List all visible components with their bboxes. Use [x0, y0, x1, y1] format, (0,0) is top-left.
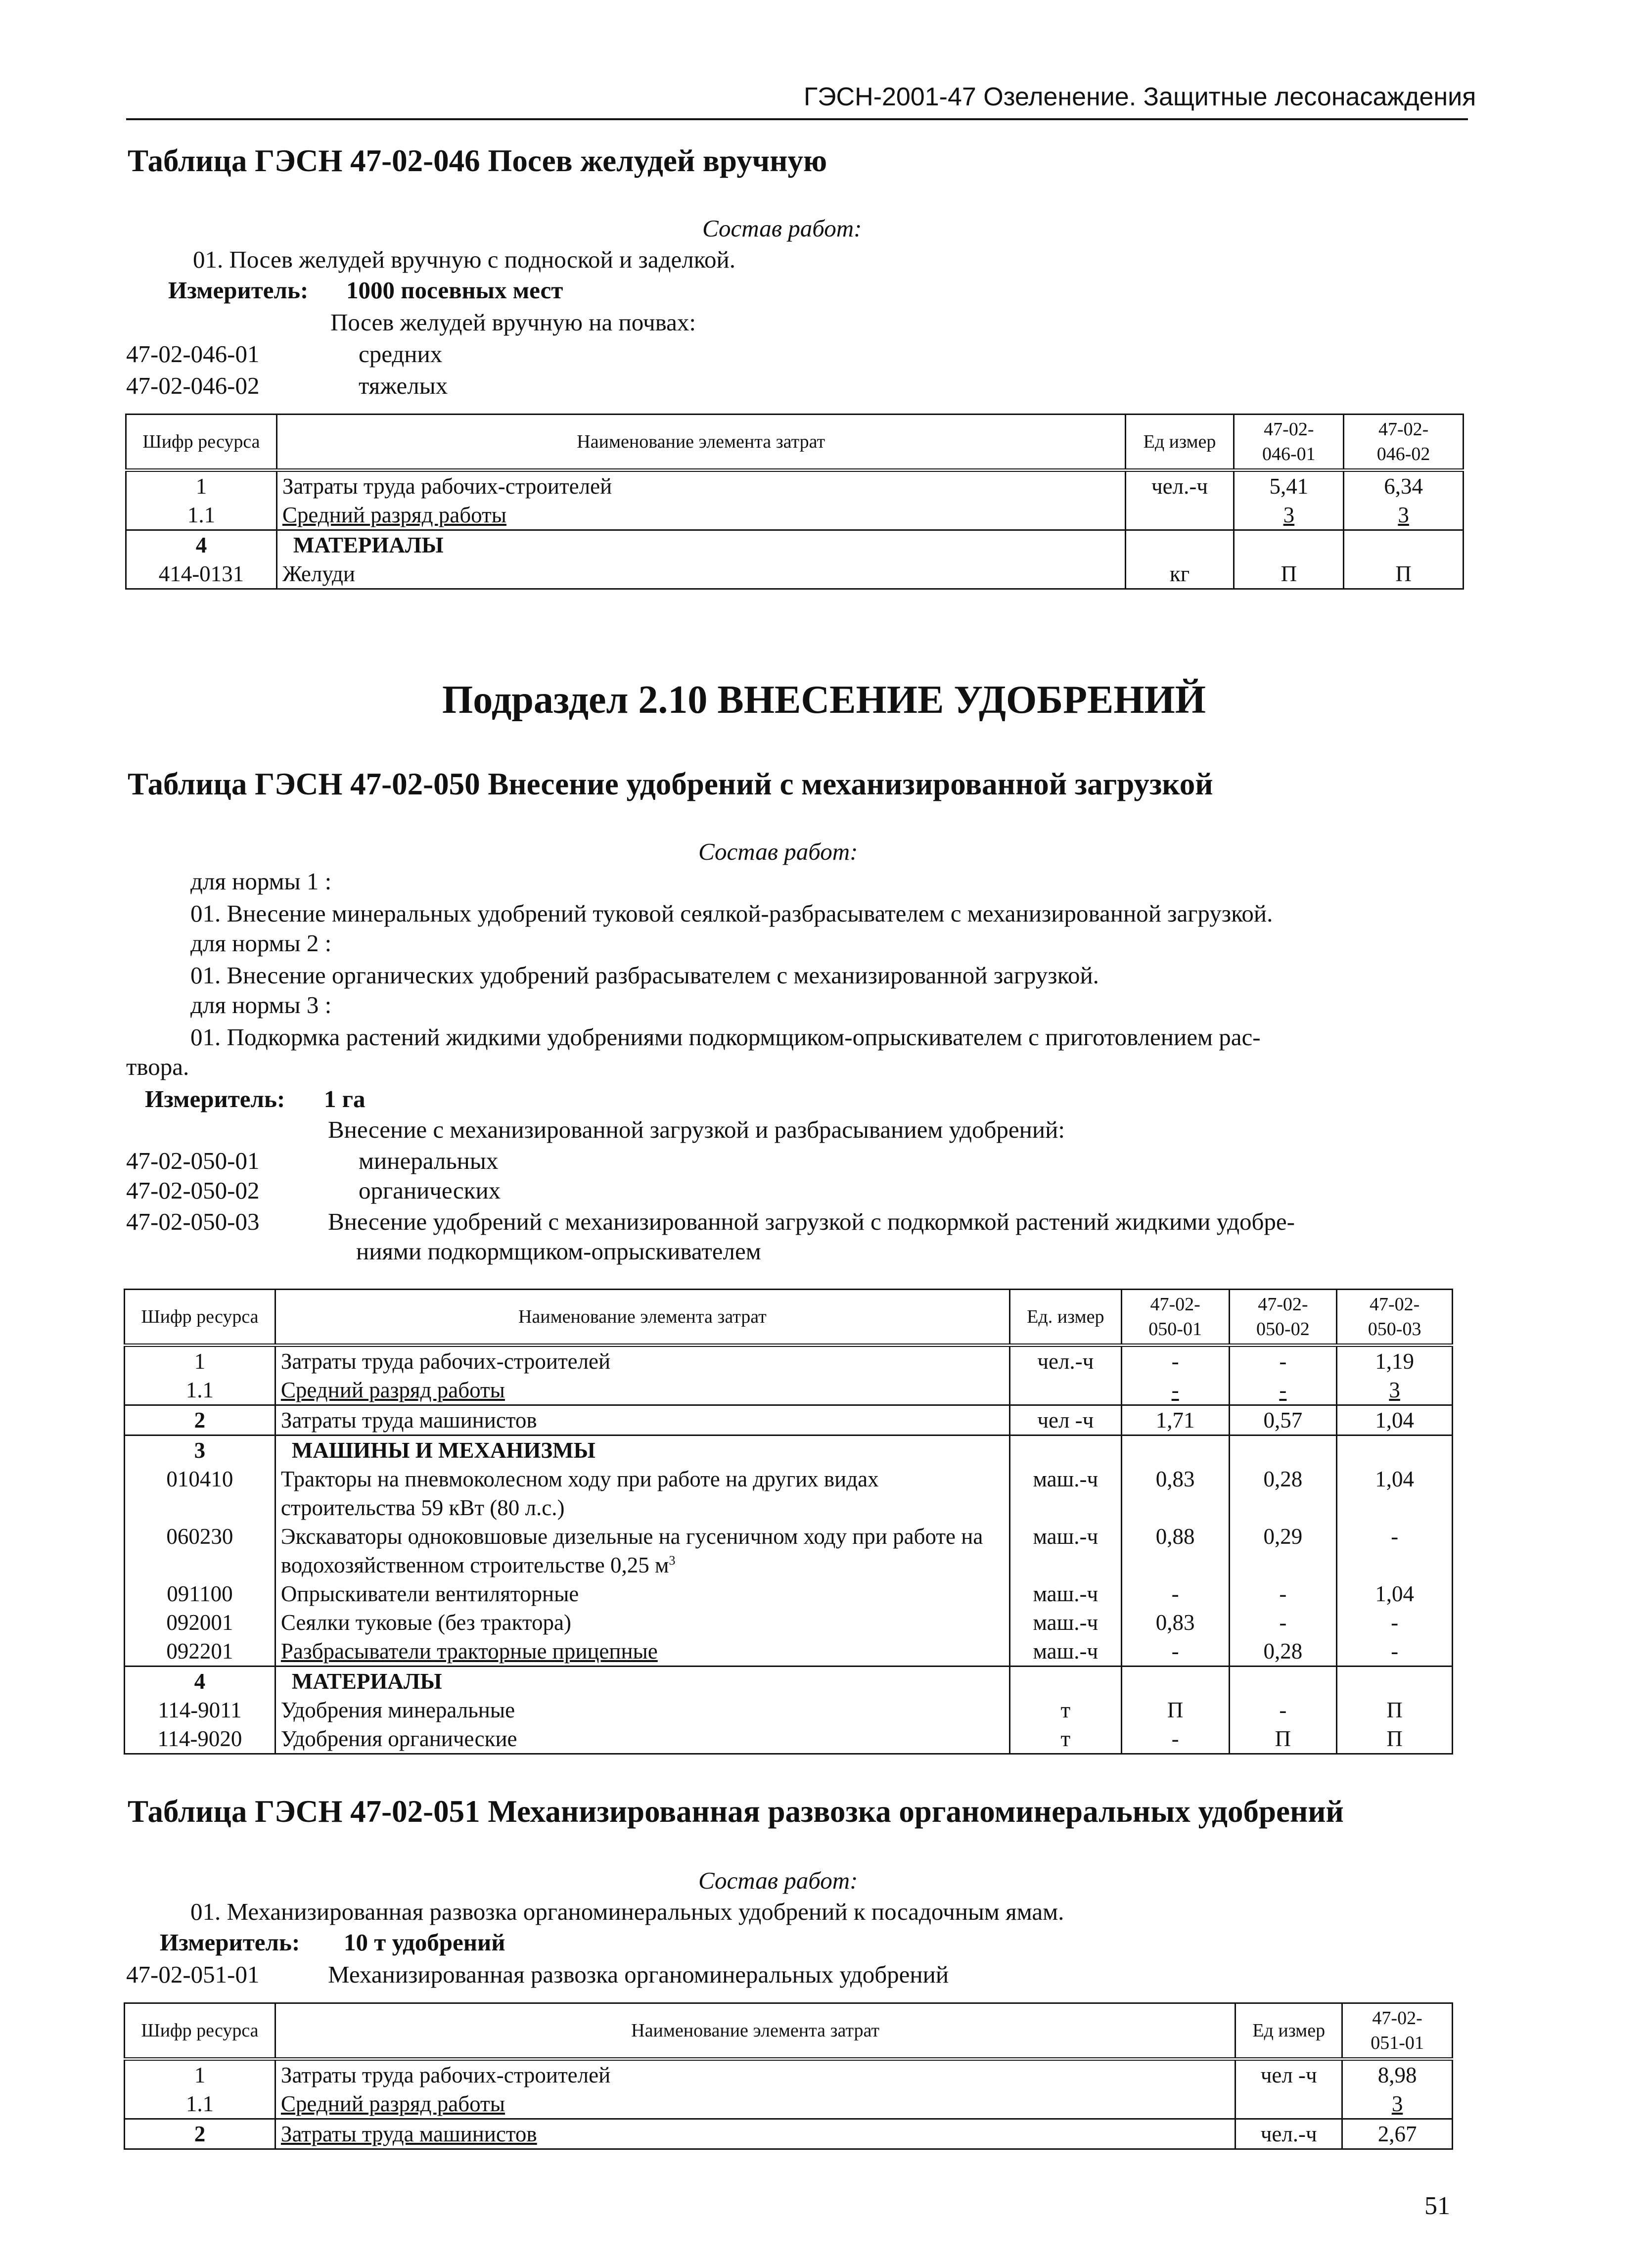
cell-code: 1.1 — [126, 501, 277, 530]
col-header: Ед. измер — [1009, 1290, 1121, 1345]
cell-unit — [1009, 1435, 1121, 1465]
cell-value — [1229, 1666, 1337, 1696]
cell-code: 010410 — [125, 1465, 275, 1522]
cell-code: 1.1 — [125, 1376, 275, 1405]
cell-value: - — [1121, 1637, 1229, 1666]
cell-code: 2 — [125, 2119, 275, 2149]
cell-unit: чел.-ч — [1009, 1345, 1121, 1376]
table-row — [125, 2059, 1453, 2090]
t050-norm-text: Внесение удобрений с механизированной загрузкой с подкормкой растений жидкими удобре- — [328, 1208, 1295, 1235]
cell-value: - — [1121, 1345, 1229, 1376]
cell-value: - — [1229, 1345, 1337, 1376]
cell-unit — [1125, 501, 1234, 530]
subsection-title: Подраздел 2.10 ВНЕСЕНИЕ УДОБРЕНИЙ — [442, 678, 1206, 722]
t050-norm-text: минеральных — [359, 1147, 499, 1174]
t046-norm-text: средних — [359, 340, 443, 368]
cell-value — [1234, 530, 1344, 560]
cell-value: - — [1337, 1608, 1453, 1637]
table-050 — [124, 1289, 1453, 1755]
t050-norm-code: 47-02-050-02 — [126, 1177, 260, 1204]
cell-value: - — [1229, 1579, 1337, 1608]
page-number: 51 — [1424, 2192, 1450, 2220]
cell-code: 060230 — [125, 1522, 275, 1579]
table-046-title: Таблица ГЭСН 47-02-046 Посев желудей вручную — [128, 143, 827, 178]
cell-code: 1 — [125, 2059, 275, 2090]
t046-sostav-label: Состав работ: — [702, 215, 862, 242]
table-row — [125, 1637, 1453, 1666]
cell-value — [1344, 530, 1464, 560]
cell-code: 114-9020 — [125, 1724, 275, 1754]
cell-value: П — [1121, 1696, 1229, 1724]
cell-value: - — [1229, 1608, 1337, 1637]
cell-value: П — [1337, 1696, 1453, 1724]
cell-value: - — [1121, 1579, 1229, 1608]
table-row — [125, 1608, 1453, 1637]
cell-code: 2 — [125, 1405, 275, 1435]
table-row — [126, 470, 1464, 501]
t051-izm-label: Измеритель: — [160, 1929, 300, 1956]
cell-value: - — [1229, 1376, 1337, 1405]
table-051 — [124, 2002, 1453, 2150]
col-header: Наименование элемента затрат — [275, 2003, 1235, 2059]
col-header: Шифр ресурса — [126, 415, 277, 470]
col-header: Ед измер — [1236, 2003, 1342, 2059]
t051-izm-value: 10 т удобрений — [344, 1929, 505, 1956]
cell-code: 3 — [125, 1435, 275, 1465]
cell-value — [1121, 1666, 1229, 1696]
cell-name: Затраты труда машинистов — [275, 2119, 1235, 2149]
cell-code: 114-9011 — [125, 1696, 275, 1724]
cell-value: 1,04 — [1337, 1465, 1453, 1522]
cell-name: Сеялки туковые (без трактора) — [275, 1608, 1009, 1637]
table-046 — [125, 414, 1464, 590]
cell-value: 8,98 — [1342, 2059, 1453, 2090]
cell-unit: маш.-ч — [1009, 1637, 1121, 1666]
t050-line: для нормы 1 : — [190, 868, 332, 895]
cell-unit — [1009, 1666, 1121, 1696]
t050-norm-code: 47-02-050-03 — [126, 1208, 260, 1235]
col-header: Ед измер — [1125, 415, 1234, 470]
cell-value — [1229, 1435, 1337, 1465]
t046-work: 01. Посев желудей вручную с подноской и заделкой. — [193, 246, 735, 273]
col-header: Наименование элемента затрат — [275, 1290, 1009, 1345]
cell-unit — [1009, 1376, 1121, 1405]
t046-izm-value: 1000 посевных мест — [346, 277, 563, 304]
cell-name: Затраты труда машинистов — [275, 1405, 1009, 1435]
table-row — [126, 501, 1464, 530]
cell-code: 092001 — [125, 1608, 275, 1637]
cell-value: 3 — [1337, 1376, 1453, 1405]
t050-izm-value: 1 га — [324, 1085, 366, 1112]
cell-name: МАШИНЫ И МЕХАНИЗМЫ — [275, 1435, 1009, 1465]
cell-name: Удобрения минеральные — [275, 1696, 1009, 1724]
cell-value: - — [1121, 1376, 1229, 1405]
t046-izm-label: Измеритель: — [168, 277, 309, 304]
cell-unit: чел.-ч — [1236, 2119, 1342, 2149]
cell-value: 0,88 — [1121, 1522, 1229, 1579]
cell-value: 0,83 — [1121, 1465, 1229, 1522]
cell-value — [1337, 1666, 1453, 1696]
table-row — [126, 530, 1464, 560]
running-header: ГЭСН-2001-47 Озеленение. Защитные лесонасаждения — [804, 83, 1476, 111]
cell-code: 1 — [126, 470, 277, 501]
table-row — [125, 1666, 1453, 1696]
cell-value: 6,34 — [1344, 470, 1464, 501]
cell-unit — [1236, 2089, 1342, 2119]
cell-unit — [1125, 530, 1234, 560]
t046-norm-code: 47-02-046-01 — [126, 340, 260, 368]
cell-code: 1 — [125, 1345, 275, 1376]
cell-value: 0,57 — [1229, 1405, 1337, 1435]
cell-code: 091100 — [125, 1579, 275, 1608]
cell-code: 414-0131 — [126, 559, 277, 589]
table-row — [125, 1435, 1453, 1465]
cell-name: Желуди — [276, 559, 1125, 589]
cell-value: 0,28 — [1229, 1465, 1337, 1522]
cell-code: 1.1 — [125, 2089, 275, 2119]
cell-name: Средний разряд работы — [276, 501, 1125, 530]
cell-name: Удобрения органические — [275, 1724, 1009, 1754]
cell-code: 092201 — [125, 1637, 275, 1666]
table-row — [125, 2119, 1453, 2149]
table-row — [125, 1696, 1453, 1724]
t050-norm-code: 47-02-050-01 — [126, 1147, 260, 1174]
cell-value: 1,04 — [1337, 1579, 1453, 1608]
cell-value: 1,04 — [1337, 1405, 1453, 1435]
col-header: Шифр ресурса — [125, 2003, 275, 2059]
cell-value: 1,71 — [1121, 1405, 1229, 1435]
cell-name: Затраты труда рабочих-строителей — [275, 2059, 1235, 2090]
table-row — [125, 2089, 1453, 2119]
cell-value: 5,41 — [1234, 470, 1344, 501]
cell-name: Разбрасыватели тракторные прицепные — [275, 1637, 1009, 1666]
cell-name: Средний разряд работы — [275, 1376, 1009, 1405]
cell-name: Тракторы на пневмоколесном ходу при работе на других видах строительства 59 кВт (80 л.с.) — [275, 1465, 1009, 1522]
cell-unit: маш.-ч — [1009, 1579, 1121, 1608]
cell-value: 0,29 — [1229, 1522, 1337, 1579]
t046-norm-text: тяжелых — [359, 372, 448, 399]
cell-value — [1121, 1435, 1229, 1465]
cell-value: 2,67 — [1342, 2119, 1453, 2149]
t046-intro: Посев желудей вручную на почвах: — [330, 309, 696, 336]
table-row — [125, 1522, 1453, 1579]
cell-unit: т — [1009, 1724, 1121, 1754]
table-row — [125, 1405, 1453, 1435]
t050-norm-text: органических — [359, 1177, 501, 1204]
cell-value: 0,28 — [1229, 1637, 1337, 1666]
t050-line: для нормы 2 : — [190, 929, 332, 957]
cell-value: - — [1121, 1724, 1229, 1754]
col-header: Шифр ресурса — [125, 1290, 275, 1345]
t046-norm-code: 47-02-046-02 — [126, 372, 260, 399]
cell-name: МАТЕРИАЛЫ — [276, 530, 1125, 560]
cell-value: П — [1337, 1724, 1453, 1754]
header-rule — [126, 118, 1468, 120]
cell-value: П — [1229, 1724, 1337, 1754]
cell-value: 0,83 — [1121, 1608, 1229, 1637]
cell-value: - — [1337, 1522, 1453, 1579]
table-051-title: Таблица ГЭСН 47-02-051 Механизированная развозка органоминеральных удобрений — [128, 1794, 1344, 1829]
cell-unit: чел -ч — [1236, 2059, 1342, 2090]
col-header: 47-02- 050-02 — [1229, 1290, 1337, 1345]
table-row — [125, 1579, 1453, 1608]
t051-norm-code: 47-02-051-01 — [126, 1961, 260, 1988]
cell-value: - — [1337, 1637, 1453, 1666]
table-row — [126, 559, 1464, 589]
cell-unit: маш.-ч — [1009, 1608, 1121, 1637]
t051-sostav-label: Состав работ: — [698, 1867, 858, 1894]
cell-code: 4 — [125, 1666, 275, 1696]
cell-value: 3 — [1344, 501, 1464, 530]
table-050-title: Таблица ГЭСН 47-02-050 Внесение удобрений с механизированной загрузкой — [128, 767, 1213, 801]
t050-line: 01. Подкормка растений жидкими удобрениями подкормщиком-опрыскивателем с приготовлением рас- — [190, 1023, 1261, 1051]
col-header: 47-02- 046-02 — [1344, 415, 1464, 470]
cell-name: Опрыскиватели вентиляторные — [275, 1579, 1009, 1608]
t050-line: для нормы 3 : — [190, 991, 332, 1018]
cell-name: Средний разряд работы — [275, 2089, 1235, 2119]
table-row — [125, 1345, 1453, 1376]
t050-line: 01. Внесение минеральных удобрений туковой сеялкой-разбрасывателем с механизированной загрузкой. — [190, 900, 1273, 927]
cell-code: 4 — [126, 530, 277, 560]
t051-work: 01. Механизированная развозка органоминеральных удобрений к посадочным ямам. — [190, 1898, 1064, 1925]
cell-value — [1337, 1435, 1453, 1465]
t050-line: 01. Внесение органических удобрений разбрасывателем с механизированной загрузкой. — [190, 962, 1099, 989]
cell-name: Затраты труда рабочих-строителей — [275, 1345, 1009, 1376]
cell-unit: маш.-ч — [1009, 1465, 1121, 1522]
cell-value: - — [1229, 1696, 1337, 1724]
cell-value: П — [1344, 559, 1464, 589]
t050-sostav-label: Состав работ: — [698, 838, 858, 865]
col-header: 47-02- 051-01 — [1342, 2003, 1453, 2059]
t050-norm-text-cont: ниями подкормщиком-опрыскивателем — [356, 1238, 761, 1265]
cell-name: Затраты труда рабочих-строителей — [276, 470, 1125, 501]
cell-unit: маш.-ч — [1009, 1522, 1121, 1579]
t050-izm-label: Измеритель: — [145, 1085, 285, 1112]
cell-value: П — [1234, 559, 1344, 589]
cell-unit: т — [1009, 1696, 1121, 1724]
cell-name: Экскаваторы одноковшовые дизельные на гусеничном ходу при работе на водохозяйственном строительстве 0,25 $м^3$ — [275, 1522, 1009, 1579]
col-header: 47-02- 050-03 — [1337, 1290, 1453, 1345]
table-row — [125, 1724, 1453, 1754]
table-row — [125, 1465, 1453, 1522]
col-header: Наименование элемента затрат — [276, 415, 1125, 470]
t050-line: твора. — [126, 1053, 189, 1080]
cell-value: 3 — [1342, 2089, 1453, 2119]
cell-value: 3 — [1234, 501, 1344, 530]
t051-norm-text: Механизированная развозка органоминеральных удобрений — [328, 1961, 949, 1988]
cell-name: МАТЕРИАЛЫ — [275, 1666, 1009, 1696]
t050-intro: Внесение с механизированной загрузкой и разбрасыванием удобрений: — [328, 1116, 1065, 1143]
table-row — [125, 1376, 1453, 1405]
cell-unit: кг — [1125, 559, 1234, 589]
cell-value: 1,19 — [1337, 1345, 1453, 1376]
col-header: 47-02- 050-01 — [1121, 1290, 1229, 1345]
cell-unit: чел -ч — [1009, 1405, 1121, 1435]
col-header: 47-02- 046-01 — [1234, 415, 1344, 470]
cell-unit: чел.-ч — [1125, 470, 1234, 501]
